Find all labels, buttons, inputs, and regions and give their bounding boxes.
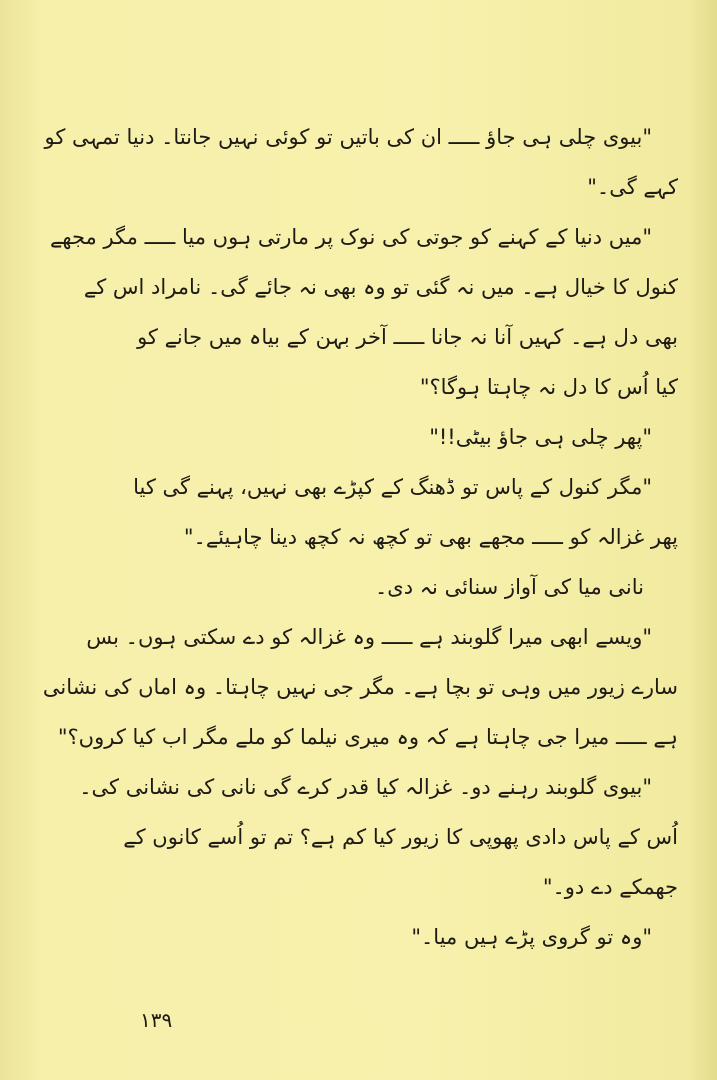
text-line-6: کیا اُس کا دل نہ چاہتا ہوگا؟": [419, 375, 678, 399]
text-line-14: "بیوی گلوبند رہنے دو۔ غزالہ کیا قدر کرے گی نانی کی نشانی کی۔: [79, 775, 652, 799]
text-line-8: "مگر کنول کے پاس تو ڈھنگ کے کپڑے بھی نہیں، پہنے گی کیا: [133, 475, 652, 499]
text-line-7: "پھر چلی ہی جاؤ بیٹی!!": [429, 425, 652, 449]
text-line-11: "ویسے ابھی میرا گلوبند ہے ـــــ وہ غزالہ کو دے سکتی ہوں۔ بس: [86, 625, 652, 649]
text-line-9: پھر غزالہ کو ـــــ مجھے بھی تو کچھ نہ کچھ دینا چاہیئے۔": [183, 525, 678, 549]
text-line-10: نانی میا کی آواز سنائی نہ دی۔: [374, 575, 644, 599]
text-line-3: "میں دنیا کے کہنے کو جوتی کی نوک پر مارتی ہوں میا ـــــ مگر مجھے: [50, 225, 652, 249]
text-line-1: "بیوی چلی ہی جاؤ ـــــ ان کی باتیں تو کوئی نہیں جانتا۔ دنیا تمہی کو: [44, 125, 652, 149]
text-line-13: ہے ـــــ میرا جی چاہتا ہے کہ وہ میری نیلما کو ملے مگر اب کیا کروں؟": [57, 725, 678, 749]
text-line-12: سارے زیور میں وہی تو بچا ہے۔ مگر جی نہیں چاہتا۔ وہ اماں کی نشانی: [42, 675, 678, 699]
urdu-text-block: [42, 112, 678, 962]
text-line-15: اُس کے پاس دادی پھوپی کا زیور کیا کم ہے؟ تم تو اُسے کانوں کے: [123, 825, 678, 849]
text-line-16: جھمکے دے دو۔": [542, 875, 678, 899]
text-line-2: کہے گی۔": [587, 175, 678, 199]
text-line-5: بھی دل ہے۔ کہیں آنا نہ جانا ـــــ آخر بہن کے بیاہ میں جانے کو: [137, 325, 678, 349]
page-number: ۱۳۹: [140, 1008, 173, 1032]
text-line-4: کنول کا خیال ہے۔ میں نہ گئی تو وہ بھی نہ جائے گی۔ نامراد اس کے: [83, 275, 678, 299]
text-line-17: "وہ تو گروی پڑے ہیں میا۔": [411, 925, 652, 949]
